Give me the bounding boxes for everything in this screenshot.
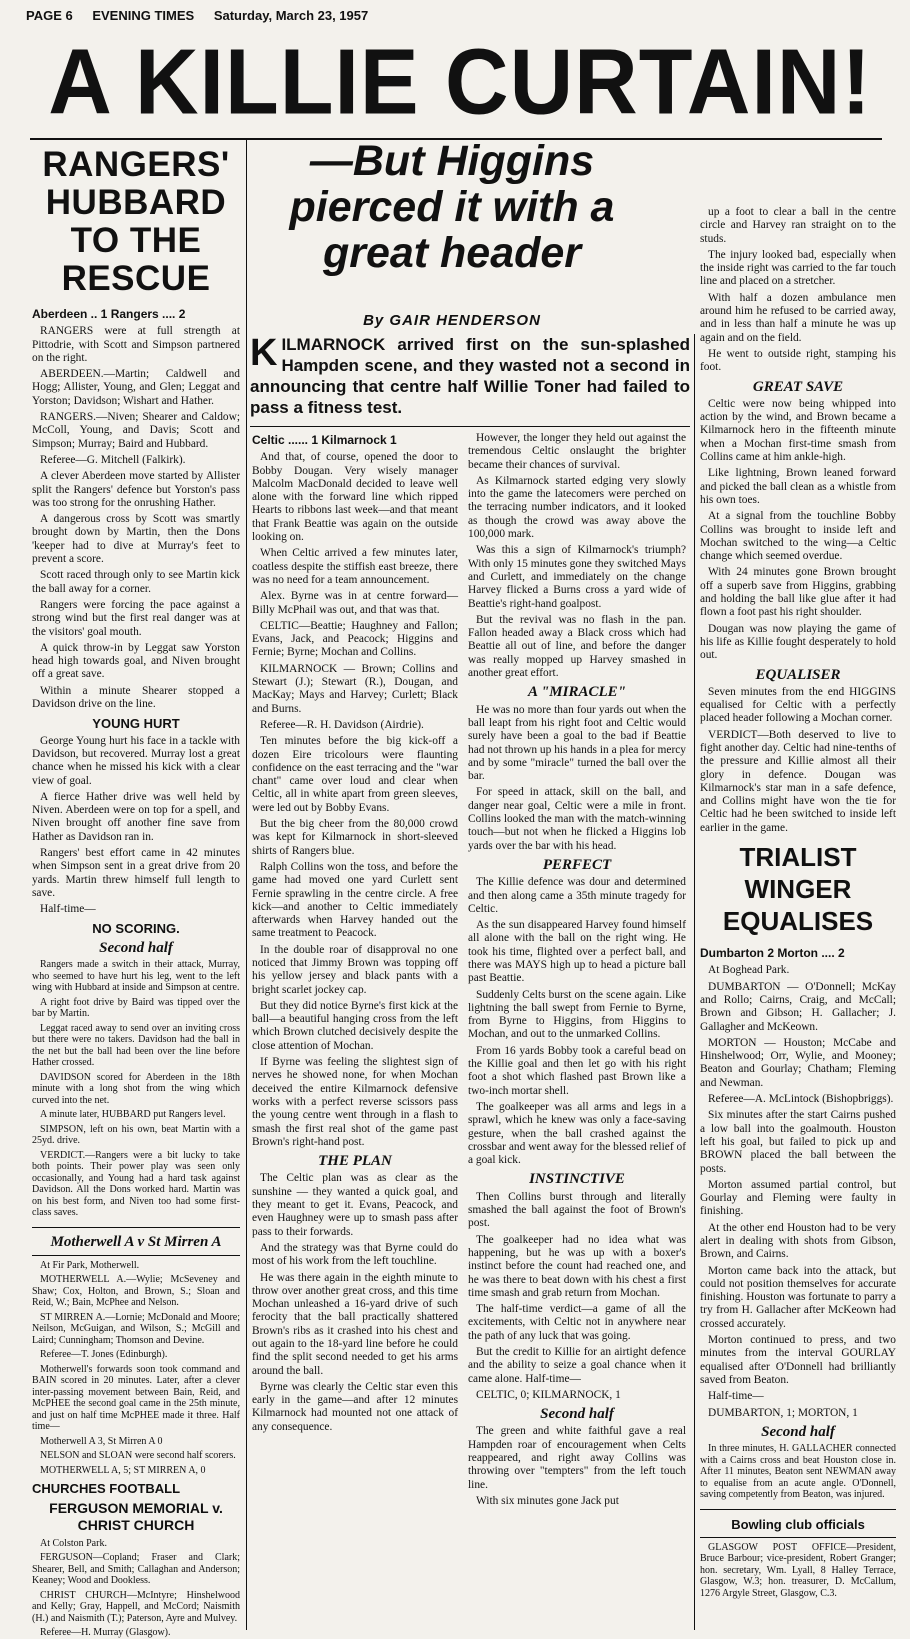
article-para: In three minutes, H. GALLACHER connected with a Cairns cross and beat Houston close in. After 11 minutes, Beaton sent NEWMAN away to equalise from an acute angle. O'Donnell, saving competently from Beaton, was injured. xyxy=(700,1443,896,1501)
article-para: He was no more than four yards out when the ball leapt from his right foot and Celtic would surely have been a goal to the bad if Beattie had not thrown up his hands in a plea for mercy and by some "miracle" turned the ball over the bar. xyxy=(468,703,686,783)
article-para: ST MIRREN A.—Lornie; McDonald and Moore; Neilson, McGuigan, and Wilson, S.; McGill and Laird; Cunningham; Thomson and Devine. xyxy=(32,1311,240,1346)
rangers-headline: RANGERS' HUBBARD TO THE RESCUE xyxy=(42,145,230,298)
article-para: Dougan was now playing the game of his life as Killie fought desperately to hold out. xyxy=(700,622,896,662)
column-rule-left xyxy=(246,140,247,1630)
motherwell-headline: Motherwell A v St Mirren A xyxy=(50,1233,222,1250)
article-para: Within a minute Shearer stopped a Davidson drive on the line. xyxy=(32,684,240,711)
subhead-miracle: A "MIRACLE" xyxy=(528,684,626,701)
article-para: Alex. Byrne was in at centre forward—Billy McPhail was out, and that was that. xyxy=(252,590,458,616)
article-para: At a signal from the touchline Bobby Collins was brought to inside left and Mochan switched to the wing—a Celtic change which seemed overdue. xyxy=(700,510,896,563)
article-para: CELTIC, 0; KILMARNOCK, 1 xyxy=(476,1388,621,1401)
article-para: Half-time— xyxy=(40,903,96,916)
article-para: VERDICT—Both deserved to live to fight another day. Celtic had nine-tenths of the pressure and Killie almost all their glory in defence. Dougan was Kilmarnock's star man in a safe defence, and Collins might have won the tie for Celtic had he been switched to inside left earlier in the game. xyxy=(700,728,896,834)
article-para: Rangers made a switch in their attack, Murray, who seemed to have hurt his leg, went to the left wing with Hubbard at inside and Simpson at centre. xyxy=(32,959,240,994)
article-para: However, the longer they held out against the tremendous Celtic onslaught the brighter became their chances of survival. xyxy=(468,432,686,471)
article-para: Referee—A. McLintock (Bishopbriggs). xyxy=(708,1093,894,1106)
article-para: A dangerous cross by Scott was smartly brought down by Martin, then the Dons 'keeper had to dive at Murray's feet to prevent a score. xyxy=(32,513,240,566)
article-para: The injury looked bad, especially when the inside right was carried to the far touch line and placed on a stretcher. xyxy=(700,248,896,288)
article-para: Six minutes after the start Cairns pushed a low ball into the goalmouth. Houston left his goal, but failed to pick up and BROWN placed the ball between the posts. xyxy=(700,1109,896,1175)
article-para: The goalkeeper was all arms and legs in a sprawl, which he knew was only a face-saving gesture, when the ball crashed against the crossbar and went away for the blessed relief of a goal kick. xyxy=(468,1100,686,1167)
article-para: Referee—T. Jones (Edinburgh). xyxy=(40,1349,168,1361)
main-column-1 xyxy=(252,432,458,1630)
article-para: The Killie defence was dour and determined and then along came a 35th minute tragedy for Celtic. xyxy=(468,876,686,915)
article-para: KILMARNOCK — Brown; Collins and Stewart (J.); Stewart (R.), Dougan, and MacKay; Mays and Harvey; Curlett; Black and Burns. xyxy=(252,662,458,715)
article-para: SIMPSON, left on his own, beat Martin with a 25yd. drive. xyxy=(32,1123,240,1147)
article-para: Suddenly Celts burst on the scene again. Like lightning the ball swept from Fernie to Byrne, from Byrne to Higgins, from Higgins to Mochan, and out to the unmarked Collins. xyxy=(468,988,686,1041)
article-para: A quick throw-in by Leggat saw Yorston head high towards goal, and Niven brought off a great save. xyxy=(32,641,240,681)
no-scoring-line: NO SCORING. xyxy=(92,921,180,937)
bowling-headline: Bowling club officials xyxy=(731,1516,865,1532)
article-para: George Young hurt his face in a tackle with Davidson, but recovered. Murray lost a great chance when he missed his kick with a clear view of goal. xyxy=(32,734,240,787)
subhead-instinctive: INSTINCTIVE xyxy=(529,1171,625,1188)
article-para: DAVIDSON scored for Aberdeen in the 18th minute with a long shot from the wing which curved into the net. xyxy=(32,1071,240,1106)
subhead-great-save: GREAT SAVE xyxy=(752,378,844,395)
article-para: Byrne was clearly the Celtic star even this early in the game—and after 12 minutes Kilmarnock had mounted not one attack of any consequence. xyxy=(252,1380,458,1433)
subhead-perfect: PERFECT xyxy=(542,856,612,873)
article-para: He was there again in the eighth minute to throw over another great cross, and this time Mochan unleashed a 16-yard drive of such ferocity that the ball practically shattered Brown's ribs as it crashed into his chest and out again to the 18-yard line before he could find the split second needed to get his arms around the ball. xyxy=(252,1271,458,1377)
article-para: Celtic were now being whipped into action by the wind, and Brown became a Kilmarnock hero in the fifteenth minute when a Mochan first-time smash from Collins came at him ankle-high. xyxy=(700,397,896,464)
banner-headline: A KILLIE CURTAIN! xyxy=(48,29,872,134)
article-para: DUMBARTON, 1; MORTON, 1 xyxy=(708,1406,858,1419)
article-para: FERGUSON—Copland; Fraser and Clark; Shearer, Bell, and Smith; Callaghan and Anderson; Keaney; Wood and Dookless. xyxy=(32,1552,240,1587)
article-para: Morton came back into the attack, but could not position themselves for accurate finishing. Houston was fortunate to parry a try from H. Gallacher after McKeown had crossed accurately. xyxy=(700,1264,896,1330)
article-para: up a foot to clear a ball in the centre circle and Harvey ran straight on to the studs. xyxy=(700,206,896,245)
article-para: As the sun disappeared Harvey found himself all alone with the ball on the right wing. He took his time, flighted over a perfect ball, and there was MAYS high up to head a picture ball past Beattie. xyxy=(468,919,686,985)
article-para: The Celtic plan was as clear as the sunshine — they wanted a quick goal, and they meant to get it. Evans, Peacock, and even Haughney were up to smash pass after pass to their forwards. xyxy=(252,1172,458,1238)
subhead-the-plan: THE PLAN xyxy=(318,1153,392,1170)
article-para: Was this a sign of Kilmarnock's triumph? With only 15 minutes gone they switched Mays and Curlett, and immediately on the change Harvey flicked a Burns cross a yard wide of Beattie's right-hand goalpost. xyxy=(468,544,686,610)
main-deck-headline: —But Higgins pierced it with a great header xyxy=(289,137,615,277)
article-para: At Colston Park. xyxy=(40,1537,107,1549)
article-para: The green and white faithful gave a real Hampden roar of encouragement when Celts reappeared, and right away Collins was throwing over "tempters" from the left touch line. xyxy=(468,1425,686,1491)
article-para: Ten minutes before the big kick-off a dozen Eire tricolours were flaunting confidence on the east terracing and the "war chant" came over loud and clear when Celtic, all in white apart from green sleeves, were led out by Bobby Evans. xyxy=(252,735,458,814)
article-para: With six minutes gone Jack put xyxy=(476,1494,619,1507)
article-para: MOTHERWELL A, 5; ST MIRREN A, 0 xyxy=(40,1464,206,1476)
article-para: Rangers were forcing the pace against a strong wind but the first real danger was at the visitors' goal mouth. xyxy=(32,598,240,638)
article-para: MORTON — Houston; McCabe and Hinshelwood; Orr, Wylie, and Mooney; Beaton and Gourlay; Chatham; Fleming and Newman. xyxy=(700,1036,896,1089)
article-para: At the other end Houston had to be very alert in dealing with shots from Gibson, Brown, and Cairns. xyxy=(700,1221,896,1261)
article-para: Referee—R. H. Davidson (Airdrie). xyxy=(260,718,424,731)
article-para: And the strategy was that Byrne could do most of his work from the left touchline. xyxy=(252,1241,458,1268)
article-para: MOTHERWELL A.—Wylie; McSeveney and Shaw; Cox, Holton, and Brown, S.; Sloan and Reid, W.; Bain, McPhee and Nelson. xyxy=(32,1274,240,1309)
main-column-2 xyxy=(468,432,686,1630)
article-para: GLASGOW POST OFFICE—President, Bruce Barbour; vice-president, Robert Granger; hon. secretary, Wm. Lyall, 8 Halley Terrace, Glasgow, W.3; hon. treasurer, D. McCallum, 1276 Argyle Street, Glasgow, C.3. xyxy=(700,1541,896,1599)
article-para: From 16 yards Bobby took a careful bead on the Killie goal and then let go with his right foot a shot which flashed past Brown like a two-inch mortar shell. xyxy=(468,1044,686,1097)
article-para: DUMBARTON — O'Donnell; McKay and Rollo; Cairns, Craig, and McCall; Brown and Gibson; H. Gallacher; J. Gallagher and McKeown. xyxy=(700,980,896,1033)
article-para: NELSON and SLOAN were second half scorers. xyxy=(40,1450,236,1462)
column-rule-right xyxy=(694,334,695,1630)
paper-name: EVENING TIMES xyxy=(92,8,195,23)
article-para: For speed in attack, skill on the ball, and danger near goal, Celtic were a mile in front. Collins looked the man with the match-winning touch—but not when he flicked a Higgins lob yards over the bar with his head. xyxy=(468,786,686,852)
article-para: But the big cheer from the 80,000 crowd was kept for Kilmarnock in short-sleeved shirts of Rangers blue. xyxy=(252,818,458,857)
article-para: Motherwell A 3, St Mirren A 0 xyxy=(40,1435,163,1447)
article-para: And that, of course, opened the door to Bobby Dougan. Very wisely manager Malcolm MacDonald decided to leave well alone with the forward line which ripped Hearts to ribbons last week—and that meant that Frank Beattie was again on the outside looking on. xyxy=(252,451,458,544)
article-para: With 24 minutes gone Brown brought off a superb save from Higgins, grabbing and holding the ball like glue after it had flown a foot past his right shoulder. xyxy=(700,566,896,619)
article-para: CHRIST CHURCH—McIntyre; Hinshelwood and Kelly; Gray, Happell, and McCord; Naismith (H.) and Naismith (T.); Paterson, Ayre and Mulvey. xyxy=(32,1589,240,1624)
article-para: Morton assumed partial control, but Gourlay and Fleming were faulty in finishing. xyxy=(700,1178,896,1218)
article-para: As Kilmarnock started edging very slowly into the game the latecomers were perched on the terracing number indicators, and it looked as though the crowd was away above the 100,000 mark. xyxy=(468,474,686,541)
article-para: CELTIC—Beattie; Haughney and Fallon; Evans, Jack, and Peacock; Higgins and Fernie; Byrne; Mochan and Collins. xyxy=(252,619,458,659)
article-para: Then Collins burst through and literally smashed the ball against the foot of Brown's post. xyxy=(468,1190,686,1230)
article-para: RANGERS were at full strength at Pittodrie, with Scott and Simpson partnered on the right. xyxy=(32,325,240,364)
subhead-second-half-main: Second half xyxy=(540,1406,614,1423)
article-para: Ralph Collins won the toss, and before the game had moved one yard Curlett sent Fernie sprawling in the centre circle. A free kick—and another to Celtic immediately afterwards when Harvey handed out the same treatment to Peacock. xyxy=(252,860,458,940)
article-para: The goalkeeper had no idea what was happening, but he was up with a boxer's instinct before the count had reached one, and he was there to beat down with his chest a first time smash and grab return from Mochan. xyxy=(468,1233,686,1299)
article-para: VERDICT.—Rangers were a bit lucky to take both points. Their power play was seen only occasionally, and Young had a hard task against Davidson. All the Dons worked hard. Martin was on his best form, and Niven too had some first-class saves. xyxy=(32,1149,240,1219)
page-number: PAGE 6 xyxy=(26,8,73,23)
article-para: Referee—G. Mitchell (Falkirk). xyxy=(40,453,186,466)
article-para: Referee—H. Murray (Glasgow). xyxy=(40,1627,171,1639)
rangers-score: Aberdeen .. 1 Rangers .... 2 xyxy=(32,307,186,321)
article-para: Leggat raced away to send over an inviting cross but there were no takers. Davidson had the ball in the net but the ball had been over the line before Hather crossed. xyxy=(32,1022,240,1069)
article-para: At Fir Park, Motherwell. xyxy=(40,1259,140,1271)
article-para: Morton continued to press, and two minutes from the interval GOURLAY equalised after O'Donnell had brilliantly saved from Beaton. xyxy=(700,1334,896,1386)
main-intro xyxy=(250,334,690,424)
issue-date: Saturday, March 23, 1957 xyxy=(213,8,369,23)
article-para: RANGERS.—Niven; Shearer and Caldow; McColl, Young, and Davis; Scott and Simpson; Murray; Baird and Hubbard. xyxy=(32,411,240,450)
dumbarton-score: Dumbarton 2 Morton .... 2 xyxy=(700,946,845,961)
trialist-headline: TRIALIST WINGER EQUALISES xyxy=(722,842,874,937)
ferguson-headline: FERGUSON MEMORIAL v. CHRIST CHURCH xyxy=(49,1499,223,1533)
article-para: Rangers' best effort came in 42 minutes when Simpson sent in a great drive from 20 yards. Martin threw himself full length to save. xyxy=(32,846,240,899)
article-para: But they did notice Byrne's first kick at the ball—a beautiful hanging cross from the left which Brown clutched decisively despite the close attention of Mochan. xyxy=(252,999,458,1052)
article-para: A fierce Hather drive was well held by Niven. Aberdeen were on top for a spell, and Niven brought off another fine save from Hather as Davidson ran in. xyxy=(32,790,240,843)
subhead-equaliser: EQUALISER xyxy=(755,666,841,683)
article-para: In the double roar of disapproval no one noticed that Jimmy Brown was topping off his yellow jersey and black pants with a bright scarlet jockey cap. xyxy=(252,943,458,996)
article-para: Scott raced through only to see Martin kick the ball away for a corner. xyxy=(32,569,240,595)
article-para: A clever Aberdeen move started by Allister split the Rangers' defence but Yorston's pass was too strong for the onrushing Hather. xyxy=(32,470,240,509)
subhead-second-half: Second half xyxy=(99,939,173,956)
intro-rule xyxy=(250,426,690,427)
article-para: At Boghead Park. xyxy=(708,964,790,977)
article-para: ABERDEEN.—Martin; Caldwell and Hogg; Allister, Young, and Glen; Leggat and Yorston; Davidson; Wishart and Hather. xyxy=(32,368,240,407)
article-para: Half-time— xyxy=(708,1390,764,1403)
intro-text: ILMARNOCK arrived first on the sun-splashed Hampden scene, and they wasted not a second in announcing that centre half Willie Toner had failed to pass a fitness test. xyxy=(250,335,690,417)
article-para: A right foot drive by Baird was tipped over the bar by Martin. xyxy=(32,996,240,1020)
article-para: When Celtic arrived a few minutes later, coatless despite the stiffish east breeze, there was no need for a team announcement. xyxy=(252,547,458,586)
article-para: Motherwell's forwards soon took command and BAIN scored in 20 minutes. Later, after a clever inter-passing movement between Bain, Reid, and McPHEE the second goal came in the 25th minute, and just on half time McPHEE made it three. Half time— xyxy=(32,1363,240,1433)
drop-cap: K xyxy=(250,332,278,374)
celtic-score: Celtic ...... 1 Kilmarnock 1 xyxy=(252,433,397,447)
article-para: Like lightning, Brown leaned forward and picked the ball clean as a whistle from his own toes. xyxy=(700,467,896,506)
right-column xyxy=(700,206,896,1630)
subhead-young-hurt: YOUNG HURT xyxy=(92,716,180,732)
article-para: But the credit to Killie for an airtight defence and the ability to seize a goal chance when it came alone. Half-time— xyxy=(468,1346,686,1385)
article-para: If Byrne was feeling the slightest sign of nerves he showed none, for when Mochan deceived the entire Kilmarnock defensive works with a perfect reverse scissors pass the young centre went through in a flash to smash the first real shot of the game past Brown's right-hand post. xyxy=(252,1056,458,1148)
article-para: The half-time verdict—a game of all the excitements, with Celtic not in anywhere near the path of any luck that was going. xyxy=(468,1303,686,1342)
byline: By GAIR HENDERSON xyxy=(363,312,541,329)
article-para: He went to outside right, stamping his foot. xyxy=(700,347,896,374)
article-para: With half a dozen ambulance men around him he refused to be carried away, and in less than half a minute he was up again and on the field. xyxy=(700,291,896,344)
subhead-second-half-right: Second half xyxy=(761,1423,835,1440)
left-column xyxy=(32,140,240,1639)
article-para: Seven minutes from the end HIGGINS equalised for Celtic with a perfectly placed header following a Mochan corner. xyxy=(700,685,896,725)
churches-heading: CHURCHES FOOTBALL xyxy=(32,1481,181,1497)
article-para: But the revival was no flash in the pan. Fallon headed away a Black cross which had Beattie all out of line, and before the danger was really mopped up Harvey smashed in another great effort. xyxy=(468,613,686,680)
article-para: A minute later, HUBBARD put Rangers level. xyxy=(40,1109,226,1121)
